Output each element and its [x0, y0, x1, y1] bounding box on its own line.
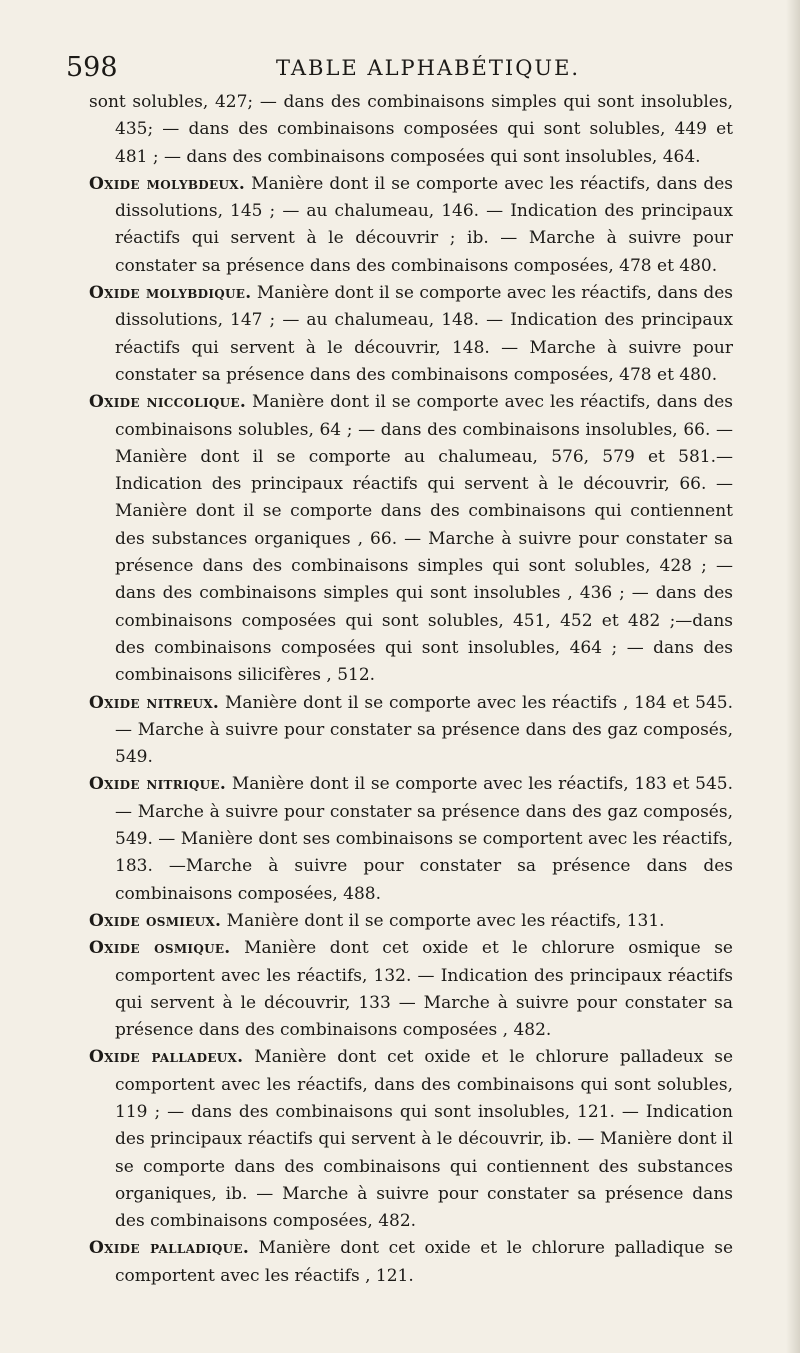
- entry-text: Manière dont cet oxide et le chlorure palladeux se comportent avec les réactifs, dans des combinaisons qui sont solubles, 119 ; — dans des combinaisons qui sont insolubles, 121. — Indication des principaux réactifs qui servent à le découvrir, ib. — Manière dont il se comporte dans des combinaisons qui contiennent des substances organiques, ib. — Marche à suivre pour constater sa présence dans des combinaisons composées, 482.: [115, 1047, 733, 1232]
- index-entry-oxide-nitrique: [89, 771, 733, 907]
- index-entry-oxide-niccolique: [89, 389, 733, 689]
- entry-text: Manière dont cet oxide et le chlorure osmique se comportent avec les réactifs, 132. — Indication des principaux réactifs qui servent à le découvrir, 133 — Marche à suivre pour constater sa présence dans des combinaisons composées , 482.: [115, 938, 733, 1041]
- index-entry-continuation: [89, 89, 733, 171]
- index-entries: [89, 89, 733, 1290]
- entry-heading: Oxide niccolique.: [89, 392, 247, 413]
- entry-text: Manière dont il se comporte avec les réactifs, 131.: [221, 910, 665, 931]
- entry-heading: Oxide nitrique.: [89, 774, 227, 795]
- index-entry-oxide-molybdeux: [89, 171, 733, 280]
- entry-heading: Oxide palladique.: [89, 1238, 250, 1259]
- entry-heading: Oxide palladeux.: [89, 1047, 244, 1068]
- entry-heading: Oxide molybdeux.: [89, 173, 246, 194]
- entry-text: Manière dont il se comporte avec les réactifs, 183 et 545.— Marche à suivre pour constater sa présence dans des gaz composés, 549. — Manière dont ses combinaisons se comportent avec les réactifs, 183. —Marche à suivre pour constater sa présence dans des combinaisons composées, 488.: [115, 774, 733, 904]
- index-entry-oxide-palladeux: [89, 1044, 733, 1235]
- entry-text: Manière dont il se comporte avec les réactifs, dans des dissolutions, 145 ; — au chalumeau, 146. — Indication des principaux réactifs qui servent à le découvrir ; ib. — Marche à suivre pour constater sa présence dans des combinaisons composées, 478 et 480.: [115, 173, 733, 276]
- entry-text: Manière dont il se comporte avec les réactifs, dans des combinaisons solubles, 64 ; — dans des combinaisons insolubles, 66. —Manière dont il se comporte au chalumeau, 576, 579 et 581.—Indication des principaux réactifs qui servent à le découvrir, 66. — Manière dont il se comporte dans des combinaisons qui contiennent des substances organiques , 66. — Marche à suivre pour constater sa présence dans des combinaisons simples qui sont solubles, 428 ; — dans des combinaisons simples qui sont insolubles , 436 ; — dans des combinaisons composées qui sont solubles, 451, 452 et 482 ;—dans des combinaisons composées qui sont insolubles, 464 ; — dans des combinaisons silicifères , 512.: [115, 392, 733, 686]
- entry-text: Manière dont il se comporte avec les réactifs , 184 et 545. — Marche à suivre pour constater sa présence dans des gaz composés, 549.: [115, 692, 734, 768]
- entry-text: Manière dont cet oxide et le chlorure palladique se comportent avec les réactifs , 121.: [115, 1238, 734, 1286]
- page-header: [66, 48, 726, 88]
- index-entry-oxide-palladique: [89, 1235, 733, 1290]
- page-number: 598: [66, 52, 118, 83]
- entry-heading: Oxide molybdique.: [89, 283, 252, 304]
- entry-heading: Oxide osmieux.: [89, 910, 222, 931]
- entry-heading: Oxide osmique.: [89, 938, 231, 959]
- entry-text: sont solubles, 427; — dans des combinaisons simples qui sont insolubles, 435; — dans des combinaisons composées qui sont solubles, 449 et 481 ; — dans des combinaisons composées qui sont insolubles, 464.: [89, 92, 733, 167]
- index-entry-oxide-osmique: [89, 935, 733, 1044]
- index-entry-oxide-nitreux: [89, 690, 733, 772]
- index-entry-oxide-molybdique: [89, 280, 733, 389]
- index-entry-oxide-osmieux: [89, 908, 733, 935]
- entry-heading: Oxide nitreux.: [89, 692, 220, 713]
- entry-text: Manière dont il se comporte avec les réactifs, dans des dissolutions, 147 ; — au chalumeau, 148. — Indication des principaux réactifs qui servent à le découvrir, 148. — Marche à suivre pour constater sa présence dans des combinaisons composées, 478 et 480.: [115, 283, 734, 385]
- running-title: TABLE ALPHABÉTIQUE.: [276, 56, 581, 80]
